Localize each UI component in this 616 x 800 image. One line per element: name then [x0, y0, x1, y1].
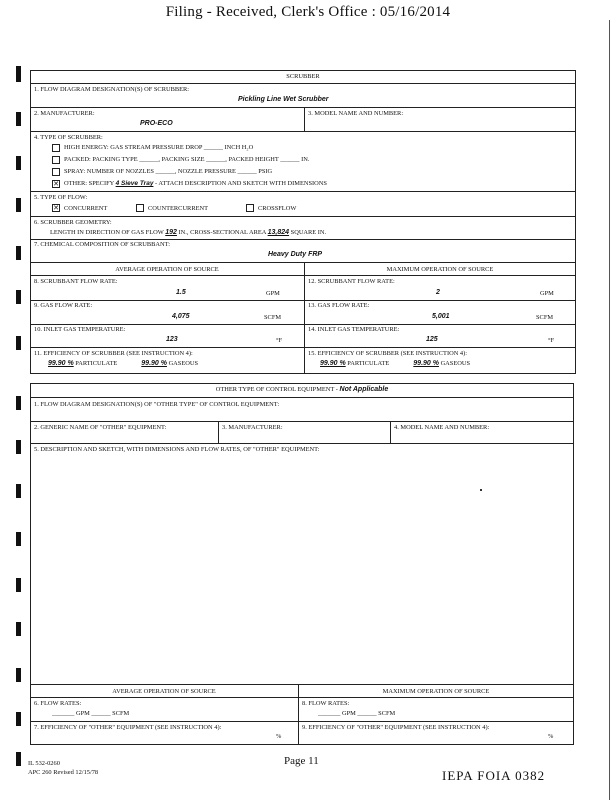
other-q6-label: 6. FLOW RATES:	[34, 700, 82, 707]
other-q2-label: 2. GENERIC NAME OF "OTHER" EQUIPMENT:	[34, 424, 167, 431]
max-operation-header: MAXIMUM OPERATION OF SOURCE	[386, 266, 494, 273]
q14-label: 14. INLET GAS TEMPERATURE:	[308, 326, 400, 333]
q6-area-value: 13,824	[267, 229, 290, 236]
q15-particulate-value: 99.90 %	[320, 360, 346, 367]
filing-header: Filing - Received, Clerk's Office : 05/16/2014	[165, 4, 451, 20]
binder-mark	[16, 246, 21, 260]
binder-mark	[16, 484, 21, 498]
concurrent-option: CONCURRENT	[64, 205, 108, 212]
q3-label: 3. MODEL NAME AND NUMBER:	[308, 110, 404, 117]
other-q5-label: 5. DESCRIPTION AND SKETCH, WITH DIMENSIONS AND FLOW RATES, OF "OTHER" EQUIPMENT:	[34, 446, 320, 453]
q6-geometry: LENGTH IN DIRECTION OF GAS FLOW 192 IN., CROSS-SECTIONAL AREA 13,824 SQUARE IN.	[50, 229, 327, 236]
q1-value: Pickling Line Wet Scrubber	[238, 96, 329, 103]
other-checkbox[interactable]: ✕	[53, 180, 59, 188]
concurrent-checkbox[interactable]: ✕	[53, 204, 59, 212]
other-q7-unit: %	[276, 733, 282, 740]
q10-label: 10. INLET GAS TEMPERATURE:	[34, 326, 126, 333]
q9-label: 9. GAS FLOW RATE:	[34, 302, 93, 309]
binder-mark	[16, 622, 21, 636]
scan-edge	[609, 20, 610, 800]
form-revision: APC 260 Revised 12/15/78	[28, 769, 99, 776]
countercurrent-checkbox[interactable]	[136, 204, 144, 212]
crossflow-checkbox[interactable]	[246, 204, 254, 212]
form-id: IL 532-0260	[28, 760, 60, 767]
spray-option: SPRAY: NUMBER OF NOZZLES ______, NOZZLE PRESSURE ______ PSIG	[64, 168, 273, 175]
binder-mark	[16, 578, 21, 592]
q15-values: 99.90 % PARTICULATE 99.90 % GASEOUS	[320, 360, 471, 367]
other-q7-label: 7. EFFICIENCY OF "OTHER" EQUIPMENT (SEE INSTRUCTION 4):	[34, 724, 222, 731]
q9-unit: SCFM	[264, 314, 282, 321]
binder-mark	[16, 336, 21, 350]
other-q9-unit: %	[548, 733, 554, 740]
not-applicable-note: Not Applicable	[339, 386, 389, 393]
q10-value: 123	[166, 336, 178, 343]
q4-label: 4. TYPE OF SCRUBBER:	[34, 134, 103, 141]
binder-mark	[16, 668, 21, 682]
packed-checkbox[interactable]	[52, 156, 60, 164]
other-avg-header: AVERAGE OPERATION OF SOURCE	[112, 688, 216, 695]
q11-label: 11. EFFICIENCY OF SCRUBBER (SEE INSTRUCTION 4):	[34, 350, 193, 357]
crossflow-option: CROSSFLOW	[258, 205, 297, 212]
q7-value: Heavy Duty FRP	[268, 251, 323, 258]
q8-label: 8. SCRUBBANT FLOW RATE:	[34, 278, 118, 285]
binder-mark	[16, 440, 21, 454]
q6-label: 6. SCRUBBER GEOMETRY:	[34, 219, 112, 226]
q8-unit: GPM	[266, 290, 280, 297]
binder-mark	[16, 752, 21, 766]
q13-label: 13. GAS FLOW RATE:	[308, 302, 370, 309]
scan-speck	[480, 489, 482, 491]
q14-unit: °F	[548, 337, 555, 344]
q12-unit: GPM	[540, 290, 554, 297]
q1-label: 1. FLOW DIAGRAM DESIGNATION(S) OF SCRUBBER:	[34, 86, 190, 93]
other-q3-label: 3. MANUFACTURER:	[222, 424, 283, 431]
other-q6-units: _______ GPM ______ SCFM	[52, 710, 130, 717]
binder-mark	[16, 112, 21, 126]
q15-label: 15. EFFICIENCY OF SCRUBBER (SEE INSTRUCTION 4):	[308, 350, 468, 357]
other-q1-label: 1. FLOW DIAGRAM DESIGNATION(S) OF "OTHER TYPE" OF CONTROL EQUIPMENT:	[34, 401, 280, 408]
other-q9-label: 9. EFFICIENCY OF "OTHER" EQUIPMENT (SEE INSTRUCTION 4):	[302, 724, 490, 731]
binder-mark	[16, 66, 21, 82]
q10-unit: °F	[276, 337, 283, 344]
q6-length-value: 192	[165, 229, 177, 236]
other-q8-label: 8. FLOW RATES:	[302, 700, 350, 707]
q12-value: 2	[436, 289, 440, 296]
binder-mark	[16, 198, 21, 212]
packed-option: PACKED: PACKING TYPE ______, PACKING SIZE ______, PACKED HEIGHT ______ IN.	[64, 156, 310, 163]
other-option: OTHER: SPECIFY 4 Sieve Tray - ATTACH DESCRIPTION AND SKETCH WITH DIMENSIONS	[64, 180, 327, 187]
q5-label: 5. TYPE OF FLOW:	[34, 194, 88, 201]
avg-operation-header: AVERAGE OPERATION OF SOURCE	[115, 266, 219, 273]
q11-particulate-value: 99.90 %	[48, 360, 74, 367]
other-q8-units: _______ GPM ______ SCFM	[318, 710, 396, 717]
q2-value: PRO-ECO	[140, 120, 173, 127]
q7-label: 7. CHEMICAL COMPOSITION OF SCRUBBANT:	[34, 241, 170, 248]
binder-mark	[16, 532, 21, 546]
other-title: OTHER TYPE OF CONTROL EQUIPMENT - Not Applicable	[215, 386, 389, 393]
other-q4-label: 4. MODEL NAME AND NUMBER:	[394, 424, 490, 431]
q14-value: 125	[426, 336, 438, 343]
q11-values: 99.90 % PARTICULATE 99.90 % GASEOUS	[48, 360, 199, 367]
q12-label: 12. SCRUBBANT FLOW RATE:	[308, 278, 395, 285]
other-max-header: MAXIMUM OPERATION OF SOURCE	[382, 688, 490, 695]
foia-stamp: IEPA FOIA 0382	[442, 768, 546, 783]
other-specify-value: 4 Sieve Tray	[115, 180, 154, 187]
countercurrent-option: COUNTERCURRENT	[148, 205, 209, 212]
binder-mark	[16, 290, 21, 304]
q15-gaseous-value: 99.90 %	[413, 360, 439, 367]
high-energy-option: HIGH ENERGY: GAS STREAM PRESSURE DROP ______ INCH H₂O	[64, 144, 254, 151]
binder-mark	[16, 156, 21, 170]
page-number: Page 11	[284, 755, 319, 767]
q11-gaseous-value: 99.90 %	[141, 360, 167, 367]
q13-value: 5,001	[432, 313, 450, 320]
binder-mark	[16, 396, 21, 410]
scrubber-title: SCRUBBER	[286, 73, 320, 80]
q2-label: 2. MANUFACTURER:	[34, 110, 95, 117]
high-energy-checkbox[interactable]	[52, 144, 60, 152]
binder-mark	[16, 712, 21, 726]
q8-value: 1.5	[176, 289, 186, 296]
q9-value: 4,075	[172, 313, 190, 320]
spray-checkbox[interactable]	[52, 168, 60, 176]
q13-unit: SCFM	[536, 314, 554, 321]
